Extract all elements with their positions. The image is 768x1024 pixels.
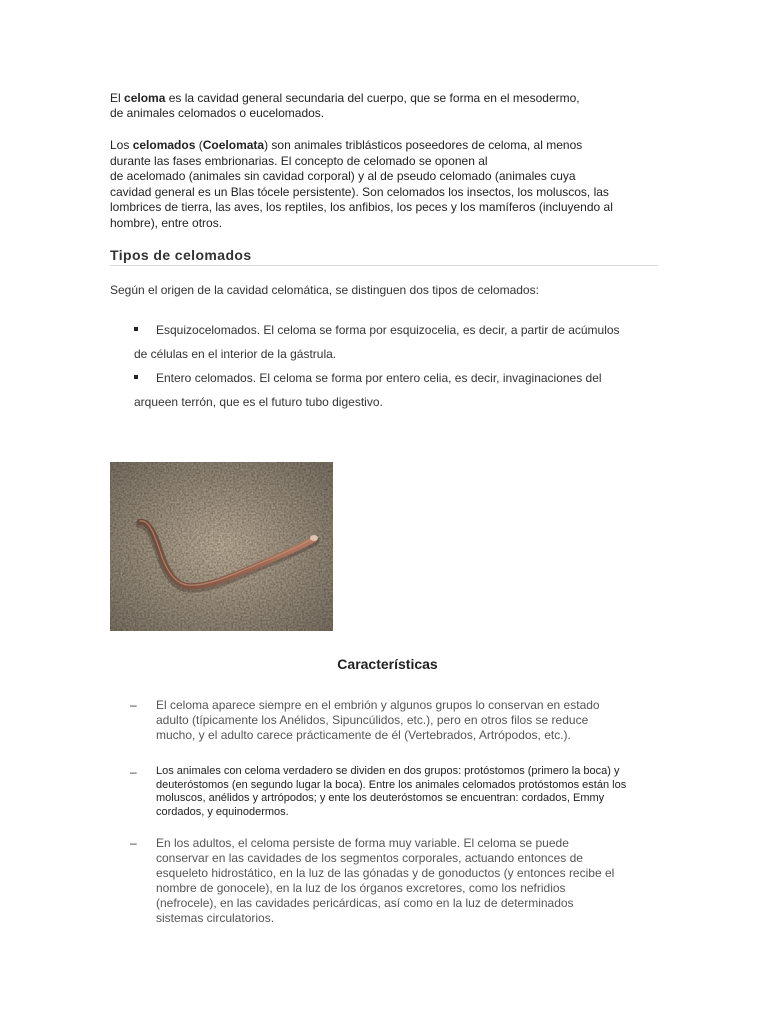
dash-bullet: – (130, 836, 137, 850)
text: cavidad general es un Blas tócele persistente). Son celomados los insectos, los moluscos, las (110, 184, 609, 199)
list-item-text (156, 765, 666, 819)
text-line: deuteróstomos (en segundo lugar la boca). Entre los animales celomados protóstomos están los (156, 778, 627, 791)
text-line: (nefrocele), en las cavidades pericárdicas, así como en la luz de determinados (156, 896, 574, 910)
text-line: mucho, y el adulto carece prácticamente de él (Vertebrados, Artrópodos, etc.). (156, 728, 571, 742)
bullet-square-icon (134, 375, 138, 379)
text: lombrices de tierra, las aves, los reptiles, los anfibios, los peces y los mamíferos (incluyendo al (110, 200, 613, 215)
term-celomados: celomados (132, 138, 196, 152)
text-line: adulto (típicamente los Anélidos, Sipuncúlidos, etc.), pero en otros filos se reduce (156, 713, 589, 727)
text: Los (110, 138, 133, 152)
earthworm-photo (110, 462, 333, 631)
list-item-text: Entero celomados. El celoma se forma por entero celia, es decir, invaginaciones del (156, 371, 602, 385)
list-item (134, 366, 664, 390)
text: ) son animales triblásticos poseedores de celoma, al menos (264, 138, 583, 152)
tipos-list (134, 318, 664, 414)
list-item-continuation: arqueen terrón, que es el futuro tubo digestivo. (134, 395, 383, 409)
text-line: En los adultos, el celoma persiste de forma muy variable. El celoma se puede (156, 836, 569, 850)
list-item-text: Esquizocelomados. El celoma se forma por esquizocelia, es decir, a partir de acúmulos (156, 323, 620, 337)
text: de acelomado (animales sin cavidad corporal) y al de pseudo celomado (animales cuya (110, 169, 576, 184)
text-line: nombre de gonocele), en la luz de los órganos excretores, como los nefridios (156, 881, 566, 895)
term-coelomata: Coelomata (202, 138, 265, 152)
dash-bullet: – (130, 765, 137, 779)
paragraph-celoma-definition (110, 91, 670, 121)
text: El (110, 91, 125, 105)
tipos-intro: Según el origen de la cavidad celomática, se distinguen dos tipos de celomados: (110, 283, 539, 297)
text: hombre), entre otros. (110, 215, 223, 230)
dash-bullet: – (130, 698, 137, 712)
text: es la cavidad general secundaria del cuerpo, que se forma en el mesodermo, (165, 91, 580, 105)
text-line: moluscos, anélidos y artrópodos; y ente los deuteróstomos se encuentran: cordados, Emmy (156, 792, 605, 804)
text-line: esqueleto hidrostático, en la luz de las gónadas y de gonoductos (y entonces recibe el (156, 866, 615, 880)
list-item (134, 318, 664, 342)
list-item-continuation: de células en el interior de la gástrula. (134, 347, 337, 361)
term-celoma: celoma (124, 91, 166, 105)
bullet-square-icon (134, 327, 138, 331)
paragraph-celomados (110, 138, 670, 232)
section-heading-tipos: Tipos de celomados (110, 247, 658, 266)
text: durante las fases embrionarias. El concepto de celomado se oponen al (110, 153, 488, 168)
section-heading-caracteristicas: Características (337, 656, 438, 672)
text-line: El celoma aparece siempre en el embrión y algunos grupos lo conservan en estado (156, 698, 600, 712)
text-line: Los animales con celoma verdadero se dividen en dos grupos: protóstomos (primero la boca) y (156, 765, 620, 777)
list-item-text (156, 836, 666, 926)
text-line: sistemas circulatorios. (156, 911, 275, 925)
text: ( (195, 138, 203, 152)
text-line: cordados, y equinodermos. (156, 805, 289, 818)
text-line: conservar en las cavidades de los segmentos corporales, actuando entonces de (156, 851, 583, 865)
text: de animales celomados o eucelomados. (110, 106, 325, 120)
list-item-text (156, 698, 666, 743)
